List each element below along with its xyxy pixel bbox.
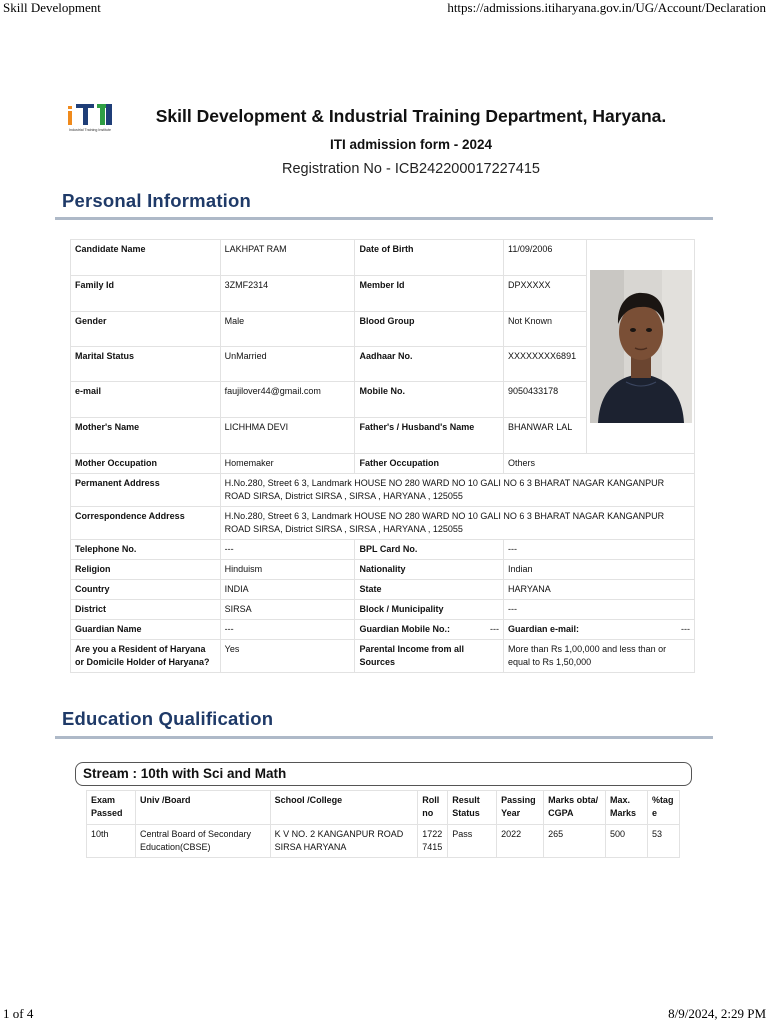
- dob-label: Date of Birth: [355, 240, 504, 276]
- exam-value: 10th: [87, 825, 136, 858]
- result-value: Pass: [448, 825, 497, 858]
- table-row: [71, 560, 695, 580]
- family-id-label: Family Id: [71, 276, 221, 312]
- correspondence-address-value: H.No.280, Street 6 3, Landmark HOUSE NO 280 WARD NO 10 GALI NO 6 3 BHARAT NAGAR KANGANPUR ROAD SIRSA, District SIRSA , SIRSA , HARYANA , 125055: [220, 507, 694, 540]
- guardian-mobile-label: Guardian Mobile No.:: [359, 624, 450, 634]
- photo-cell: [587, 240, 695, 454]
- table-row: [71, 454, 695, 474]
- percentage-value: 53: [647, 825, 679, 858]
- guardian-email-value: ---: [681, 624, 690, 634]
- nationality-label: Nationality: [355, 560, 504, 580]
- correspondence-address-label: Correspondence Address: [71, 507, 221, 540]
- marital-status-label: Marital Status: [71, 347, 221, 382]
- bpl-card-value: ---: [504, 540, 695, 560]
- stream-title: Stream : 10th with Sci and Math: [83, 766, 287, 781]
- guardian-name-label: Guardian Name: [71, 620, 221, 640]
- section-divider: [55, 736, 713, 739]
- col-exam-passed: Exam Passed: [87, 791, 136, 825]
- block-label: Block / Municipality: [355, 600, 504, 620]
- candidate-name-value: LAKHPAT RAM: [220, 240, 355, 276]
- page-count: 1 of 4: [3, 1006, 34, 1021]
- table-row: [71, 640, 695, 673]
- candidate-photo: [590, 270, 692, 423]
- table-row: [71, 620, 695, 640]
- roll-value: 17227415: [418, 825, 448, 858]
- father-occupation-label: Father Occupation: [355, 454, 504, 474]
- aadhaar-value: XXXXXXXX6891: [504, 347, 587, 382]
- father-occupation-value: Others: [504, 454, 695, 474]
- table-row: [71, 580, 695, 600]
- district-value: SIRSA: [220, 600, 355, 620]
- year-value: 2022: [497, 825, 544, 858]
- col-school-college: School /College: [270, 791, 418, 825]
- table-row: [71, 540, 695, 560]
- education-heading: Education Qualification: [62, 708, 274, 729]
- guardian-mobile-value: ---: [490, 624, 500, 634]
- guardian-name-value: ---: [220, 620, 355, 640]
- table-row: [71, 474, 695, 507]
- print-datetime: 8/9/2024, 2:29 PM: [668, 1006, 766, 1021]
- state-value: HARYANA: [504, 580, 695, 600]
- mobile-value: 9050433178: [504, 382, 587, 418]
- max-marks-value: 500: [605, 825, 647, 858]
- blood-group-value: Not Known: [504, 312, 587, 347]
- telephone-value: ---: [220, 540, 355, 560]
- mother-name-label: Mother's Name: [71, 418, 221, 454]
- table-header-row: [87, 791, 680, 825]
- board-value: Central Board of Secondary Education(CBSE): [135, 825, 270, 858]
- table-row: [71, 240, 695, 276]
- father-name-value: BHANWAR LAL: [504, 418, 587, 454]
- personal-info-heading: Personal Information: [62, 190, 252, 211]
- aadhaar-label: Aadhaar No.: [355, 347, 504, 382]
- table-row: [71, 600, 695, 620]
- state-label: State: [355, 580, 504, 600]
- blood-group-label: Blood Group: [355, 312, 504, 347]
- col-passing-year: Passing Year: [497, 791, 544, 825]
- parental-income-value: More than Rs 1,00,000 and less than or equal to Rs 1,50,000: [504, 640, 695, 673]
- print-header: [0, 0, 768, 16]
- bpl-card-label: BPL Card No.: [355, 540, 504, 560]
- print-page-url: https://admissions.itiharyana.gov.in/UG/Account/Declaration: [447, 0, 766, 15]
- guardian-mobile-cell: [355, 620, 504, 640]
- mother-occupation-value: Homemaker: [220, 454, 355, 474]
- country-value: INDIA: [220, 580, 355, 600]
- col-result-status: Result Status: [448, 791, 497, 825]
- col-marks-obtained: Marks obta/ CGPA: [544, 791, 606, 825]
- candidate-name-label: Candidate Name: [71, 240, 221, 276]
- table-row: [71, 507, 695, 540]
- member-id-label: Member Id: [355, 276, 504, 312]
- col-percentage: %tag e: [647, 791, 679, 825]
- resident-value: Yes: [220, 640, 355, 673]
- religion-value: Hinduism: [220, 560, 355, 580]
- gender-label: Gender: [71, 312, 221, 347]
- parental-income-label: Parental Income from all Sources: [355, 640, 504, 673]
- print-page-title: Skill Development: [3, 0, 101, 15]
- personal-info-table: [70, 239, 695, 673]
- mother-occupation-label: Mother Occupation: [71, 454, 221, 474]
- education-table: [86, 790, 680, 858]
- family-id-value: 3ZMF2314: [220, 276, 355, 312]
- col-univ-board: Univ /Board: [135, 791, 270, 825]
- logo-caption: Industrial Training Institute: [69, 128, 111, 132]
- block-value: ---: [504, 600, 695, 620]
- district-label: District: [71, 600, 221, 620]
- table-row: [87, 825, 680, 858]
- col-max-marks: Max. Marks: [605, 791, 647, 825]
- member-id-value: DPXXXXX: [504, 276, 587, 312]
- mobile-label: Mobile No.: [355, 382, 504, 418]
- department-title: Skill Development & Industrial Training Department, Haryana.: [155, 106, 667, 126]
- print-footer: [0, 1006, 768, 1024]
- marks-value: 265: [544, 825, 606, 858]
- email-value: faujilover44@gmail.com: [220, 382, 355, 418]
- mother-name-value: LICHHMA DEVI: [220, 418, 355, 454]
- permanent-address-value: H.No.280, Street 6 3, Landmark HOUSE NO 280 WARD NO 10 GALI NO 6 3 BHARAT NAGAR KANGANPUR ROAD SIRSA, District SIRSA , SIRSA , HARYANA , 125055: [220, 474, 694, 507]
- resident-label: Are you a Resident of Haryana or Domicile Holder of Haryana?: [71, 640, 221, 673]
- religion-label: Religion: [71, 560, 221, 580]
- country-label: Country: [71, 580, 221, 600]
- registration-number: Registration No - ICB242200017227415: [282, 161, 540, 177]
- gender-value: Male: [220, 312, 355, 347]
- section-divider: [55, 217, 713, 220]
- nationality-value: Indian: [504, 560, 695, 580]
- guardian-email-cell: [504, 620, 695, 640]
- permanent-address-label: Permanent Address: [71, 474, 221, 507]
- marital-status-value: UnMarried: [220, 347, 355, 382]
- telephone-label: Telephone No.: [71, 540, 221, 560]
- form-title: ITI admission form - 2024: [329, 137, 493, 152]
- guardian-email-label: Guardian e-mail:: [508, 624, 580, 634]
- col-roll-no: Roll no: [418, 791, 448, 825]
- email-label: e-mail: [71, 382, 221, 418]
- father-name-label: Father's / Husband's Name: [355, 418, 504, 454]
- dob-value: 11/09/2006: [504, 240, 587, 276]
- school-value: K V NO. 2 KANGANPUR ROAD SIRSA HARYANA: [270, 825, 418, 858]
